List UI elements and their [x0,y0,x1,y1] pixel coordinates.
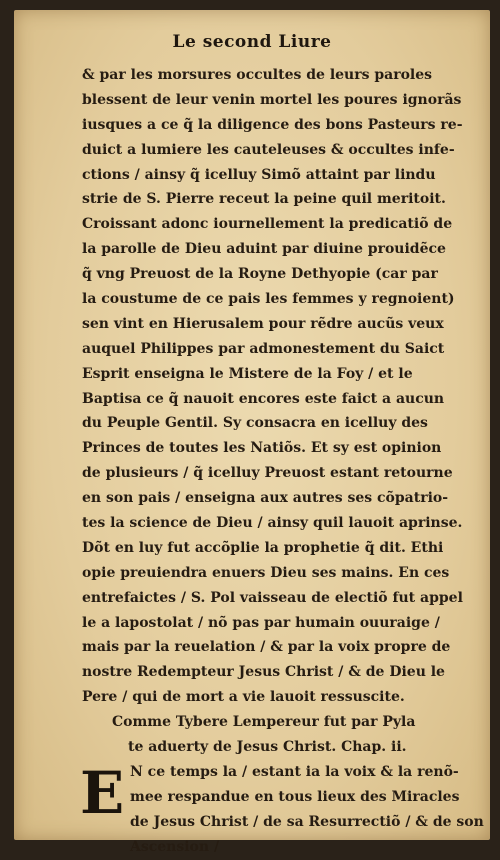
text-line: Croissant adonc iournellement la predicatiõ de [82,216,453,233]
body-text [82,63,490,860]
text-line: nostre Redempteur Jesus Christ / & de Dieu le [82,664,445,681]
text-line: blessent de leur venin mortel les poures ignorãs [82,91,462,108]
text-line: en son pais / enseigna aux autres ses cõpatrio- [82,490,449,507]
text-line: le a lapostolat / nõ pas par humain ouuraige / [82,614,440,631]
text-line: de plusieurs / q̃ icelluy Preuost estant retourne [82,465,453,482]
text-line: du Peuple Gentil. Sy consacra en icelluy des [82,415,428,432]
text-line: auquel Philippes par admonestement du Saict [82,340,445,357]
text-line: iusques a ce q̃ la diligence des bons Pasteurs re- [82,116,463,133]
text-line: ctions / ainsy q̃ icelluy Simõ attaint par lindu [82,166,436,183]
text-line: entrefaictes / S. Pol vaisseau de electiõ fut appel [82,589,463,606]
text-line: q̃ vng Preuost de la Royne Dethyopie (car par [82,266,438,283]
text-line: Princes de toutes les Natiõs. Et sy est opinion [82,440,442,457]
chapter-text-line: N ce temps la / estant ia la voix & la renõ- [130,763,459,780]
text-line: Baptisa ce q̃ nauoit encores este faict a aucun [82,390,445,407]
text-line: la parolle de Dieu aduint par diuine prouidẽce [82,241,446,258]
decorated-initial: E [80,758,125,827]
text-line: sen vint en Hierusalem pour rẽdre aucũs veux [82,315,444,332]
text-line: mais par la reuelation / & par la voix propre de [82,639,451,656]
text-line: opie preuiendra enuers Dieu ses mains. En ces [82,564,450,581]
text-line: strie de S. Pierre receut la peine quil meritoit. [82,191,446,208]
text-line: duict a lumiere les cauteleuses & occultes infe- [82,141,455,158]
chapter-heading-line: Comme Tybere Lempereur fut par Pyla [112,714,416,731]
running-head: Le second Liure [172,32,332,52]
text-line: Esprit enseigna le Mistere de la Foy / et le [82,365,413,382]
text-line: la coustume de ce pais les femmes y regnoient) [82,291,455,308]
book-page [14,10,490,855]
text-line: Dõt en luy fut accõplie la prophetie q̃ dit. Ethi [82,539,444,556]
text-line: Pere / qui de mort a vie lauoit ressuscite. [82,689,405,706]
chapter-heading-line: te aduerty de Jesus Christ. Chap. ii. [128,739,407,756]
text-line: tes la science de Dieu / ainsy quil lauoit aprinse. [82,515,463,532]
text-line: & par les morsures occultes de leurs paroles [82,67,433,83]
chapter-text-line: Ascension / [130,838,220,855]
chapter-text-line: de Jesus Christ / de sa Resurrectiõ / & de son [130,813,484,830]
chapter-opening [82,760,490,860]
chapter-heading [82,710,490,760]
chapter-text-line: mee respandue en tous lieux des Miracles [130,788,460,805]
